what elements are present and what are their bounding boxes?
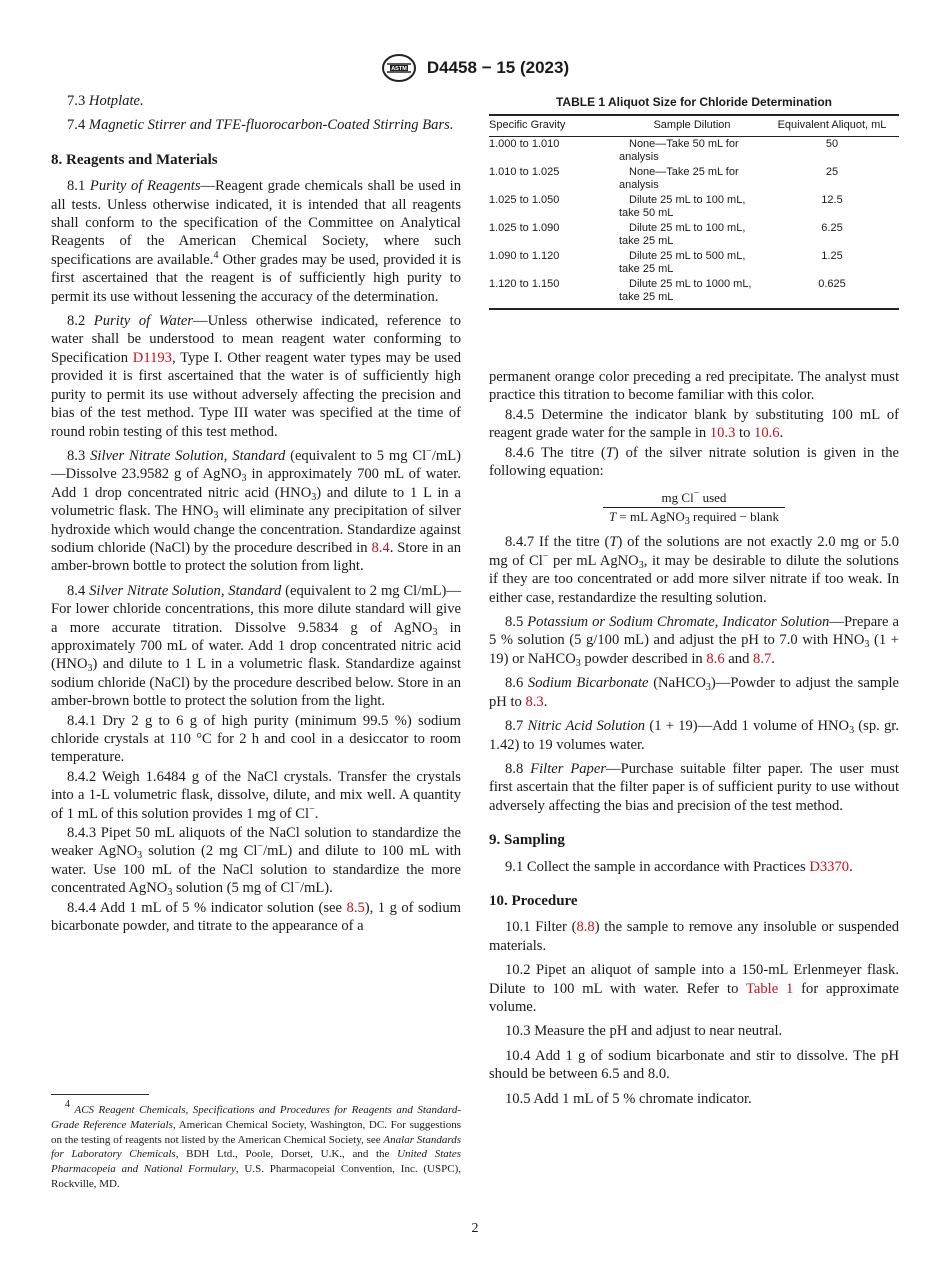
section-10-5: 10.5 Add 1 mL of 5 % chromate indicator. <box>505 1090 752 1107</box>
section-8-4-6: 8.4.6 The titre (T) of the silver nitrate solution is given in the following equation: <box>489 444 900 480</box>
section-10-1: 10.1 Filter (8.8) the sample to remove any insoluble or suspended materials. <box>489 919 899 954</box>
left-column <box>51 92 461 936</box>
document-title: D4458 − 15 (2023) <box>426 58 570 77</box>
table-title: TABLE 1 Aliquot Size for Chloride Determination <box>555 95 832 109</box>
section-8-4-3: 8.4.3 Pipet 50 mL aliquots of the NaCl solution to standardize the weaker AgNO$_3$ solution (2 mg Cl−/mL) and dilute to 100 mL with water. Use 100 mL of the NaCl solution to standardize the more concentrated AgNO$_3$ solution (5 mg of Cl−/mL). <box>51 825 461 899</box>
link-10-6[interactable]: 10.6 <box>754 425 780 442</box>
heading-section-9: 9. Sampling <box>489 832 565 849</box>
link-8-6[interactable]: 8.6 <box>706 650 725 667</box>
section-8-8: 8.8 Filter Paper—Purchase suitable filter paper. The user must first ascertain that the filter paper is of sufficient purity to use without adversely affecting the bias and precision of the test method. <box>489 760 899 814</box>
page-number: 2 <box>471 1221 479 1236</box>
section-8-6: 8.6 Sodium Bicarbonate (NaHCO$_3$)—Powder to adjust the sample pH to 8.3. <box>489 675 899 710</box>
section-8-1: 8.1 Purity of Reagents—Reagent grade chemicals shall be used in all tests. Unless otherwise indicated, it is intended that all reagents shall conform to the specification of the Committee on Analytical Reagents of the American Chemical Society, where such specifications are available.$^4$ Other grades may be used, provided it is first ascertained that the reagent is of sufficiently high purity to permit its use without lessening the accuracy of the determination. <box>51 178 462 305</box>
link-8-8[interactable]: 8.8 <box>576 919 595 936</box>
table-header: Sample Dilution <box>619 115 765 136</box>
svg-text:ASTM: ASTM <box>391 66 407 73</box>
continuation-8-4-4: permanent orange color preceding a red precipitate. The analyst must practice this titration to become familiar with this color. <box>489 369 899 404</box>
section-10-2: 10.2 Pipet an aliquot of sample into a 150-mL Erlenmeyer flask. Dilute to 100 mL with water. Refer to Table 1 for approximate volume. <box>489 962 899 1015</box>
link-8-5[interactable]: 8.5 <box>346 899 365 916</box>
section-10-3: 10.3 Measure the pH and adjust to near neutral. <box>505 1023 783 1040</box>
table-row: 1.090 to 1.120 Dilute 25 mL to 500 mL, take 25 mL 1.25 <box>489 249 843 275</box>
right-column <box>489 368 899 1114</box>
section-8-5: 8.5 Potassium or Sodium Chromate, Indicator Solution—Prepare a 5 % solution (5 g/100 mL) and adjust the pH to 7.0 with $HNO_3$ (1 + 19) or NaHCO$_3$ powder described in 8.6 and 8.7. <box>489 614 899 669</box>
section-8-2: 8.2 Purity of Water—Unless otherwise indicated, reference to water shall be understood to mean reagent water conforming to Specification D1193, Type I. Other reagent water types may be used provided it is first ascertained that the water is of sufficiently high purity to permit its use without adversely affecting the precision and bias of the test method. Type III water was specified at the time of round robin testing of this test method. <box>51 313 461 440</box>
section-7-3: 7.3 Hotplate. <box>67 93 144 109</box>
equation-numerator: mg Cl− used <box>661 488 727 506</box>
table-1 <box>489 95 899 310</box>
aliquot-table <box>489 114 899 310</box>
section-7-4: 7.4 Magnetic Stirrer and TFE-fluorocarbon-Coated Stirring Bars. <box>67 117 454 134</box>
table-row: 1.010 to 1.025 None—Take 25 mL for analysis 25 <box>489 165 839 191</box>
table-header: Equivalent Aliquot, mL <box>765 115 899 136</box>
section-10-4: 10.4 Add 1 g of sodium bicarbonate and stir to dissolve. The pH should be between 6.5 and 8.0. <box>489 1047 899 1083</box>
link-10-3[interactable]: 10.3 <box>709 425 736 442</box>
link-8-4[interactable]: 8.4 <box>371 539 390 556</box>
section-8-4-1: 8.4.1 Dry 2 g to 6 g of high purity (minimum 99.5 %) sodium chloride crystals at 110 °C for 2 h and cool in a desiccator to room temperature. <box>51 712 461 766</box>
table-row: 1.120 to 1.150 Dilute 25 mL to 1000 mL, take 25 mL 0.625 <box>489 277 899 309</box>
section-9-1: 9.1 Collect the sample in accordance with Practices D3370. <box>505 858 853 875</box>
table-row: 1.025 to 1.090 Dilute 25 mL to 100 mL, take 25 mL 6.25 <box>489 221 843 247</box>
heading-section-8: 8. Reagents and Materials <box>51 151 218 168</box>
link-d1193[interactable]: D1193 <box>132 349 172 366</box>
link-8-7[interactable]: 8.7 <box>753 650 772 667</box>
table-row: 1.025 to 1.050 Dilute 25 mL to 100 mL, take 50 mL 12.5 <box>489 193 843 219</box>
footnote-4: $^4$ ACS Reagent Chemicals, Specifications and Procedures for Reagents and Standard-Grade Reference Materials, American Chemical Society, Washington, DC. For suggestions on the testing of reagents not listed by the American Chemical Society, see Analar Standards for Laboratory Chemicals, BDH Ltd., Poole, Dorset, U.K., and the United States Pharmacopeia and National Formulary, U.S. Pharmacopeial Convention, Inc. (USPC), Rockville, MD. <box>51 1099 462 1190</box>
link-table-1[interactable]: Table 1 <box>745 980 794 997</box>
titre-equation <box>489 488 899 528</box>
table-header: Specific Gravity <box>489 115 619 136</box>
heading-section-10: 10. Procedure <box>489 892 578 909</box>
link-d3370[interactable]: D3370 <box>809 858 850 875</box>
footnote-rule <box>51 1094 149 1095</box>
table-row: 1.000 to 1.010 None—Take 50 mL for analysis 50 <box>489 137 839 163</box>
section-8-4-4: 8.4.4 Add 1 mL of 5 % indicator solution (see 8.5), 1 g of sodium bicarbonate powder, and titrate to the appearance of a <box>51 899 461 935</box>
section-8-7: 8.7 Nitric Acid Solution (1 + 19)—Add 1 volume of $HNO_3$ (sp. gr. 1.42) to 19 volumes water. <box>489 718 900 753</box>
section-8-4: 8.4 Silver Nitrate Solution, Standard (equivalent to 2 mg Cl/mL)—For lower chloride concentrations, this more dilute standard will give a more accurate titration. Dissolve 9.5834 g of AgNO$_3$ in approximately 700 mL of water. Add 1 drop concentrated nitric acid $(HNO_3)$ and dilute to 1 L in a volumetric flask. Standardize against sodium chloride (NaCl) by the procedure described below. Store in an amber-brown bottle to protect the solution from the light. <box>51 582 462 710</box>
equation-denominator: T = mL AgNO$_3$ required − blank <box>603 507 785 525</box>
section-8-4-2: 8.4.2 Weigh 1.6484 g of the NaCl crystals. Transfer the crystals into a 1-L volumetric flask, dissolve, dilute, and mix well. A quantity of 1 mL of this solution provides 1 mg of Cl−. <box>51 768 461 822</box>
section-8-4-7: 8.4.7 If the titre (T) of the solutions are not exactly 2.0 mg or 5.0 mg of Cl− per mL AgNO$_3$, it may be desirable to dilute the solutions if they are too concentrated or add more silver nitrate if too weak. In either case, restandardize the resulting solution. <box>489 534 899 606</box>
page-header <box>0 52 950 84</box>
section-8-3: 8.3 Silver Nitrate Solution, Standard (equivalent to 5 mg Cl−/mL)—Dissolve 23.9582 g of AgNO$_3$ in approximately 700 mL of water. Add 1 drop concentrated nitric acid $(HNO_3)$ and dilute to 1 L in a volumetric flask. The $HNO_3$ will eliminate any precipitation of silver hydroxide which would change the concentration. Standardize against sodium chloride (NaCl) by the procedure described in 8.4. Store in an amber-brown bottle to protect the solution from light. <box>51 445 461 575</box>
section-8-4-5: 8.4.5 Determine the indicator blank by substituting 100 mL of reagent grade water for the sample in 10.3 to 10.6. <box>489 406 899 442</box>
link-8-3[interactable]: 8.3 <box>525 693 544 710</box>
astm-logo-icon <box>381 52 417 84</box>
